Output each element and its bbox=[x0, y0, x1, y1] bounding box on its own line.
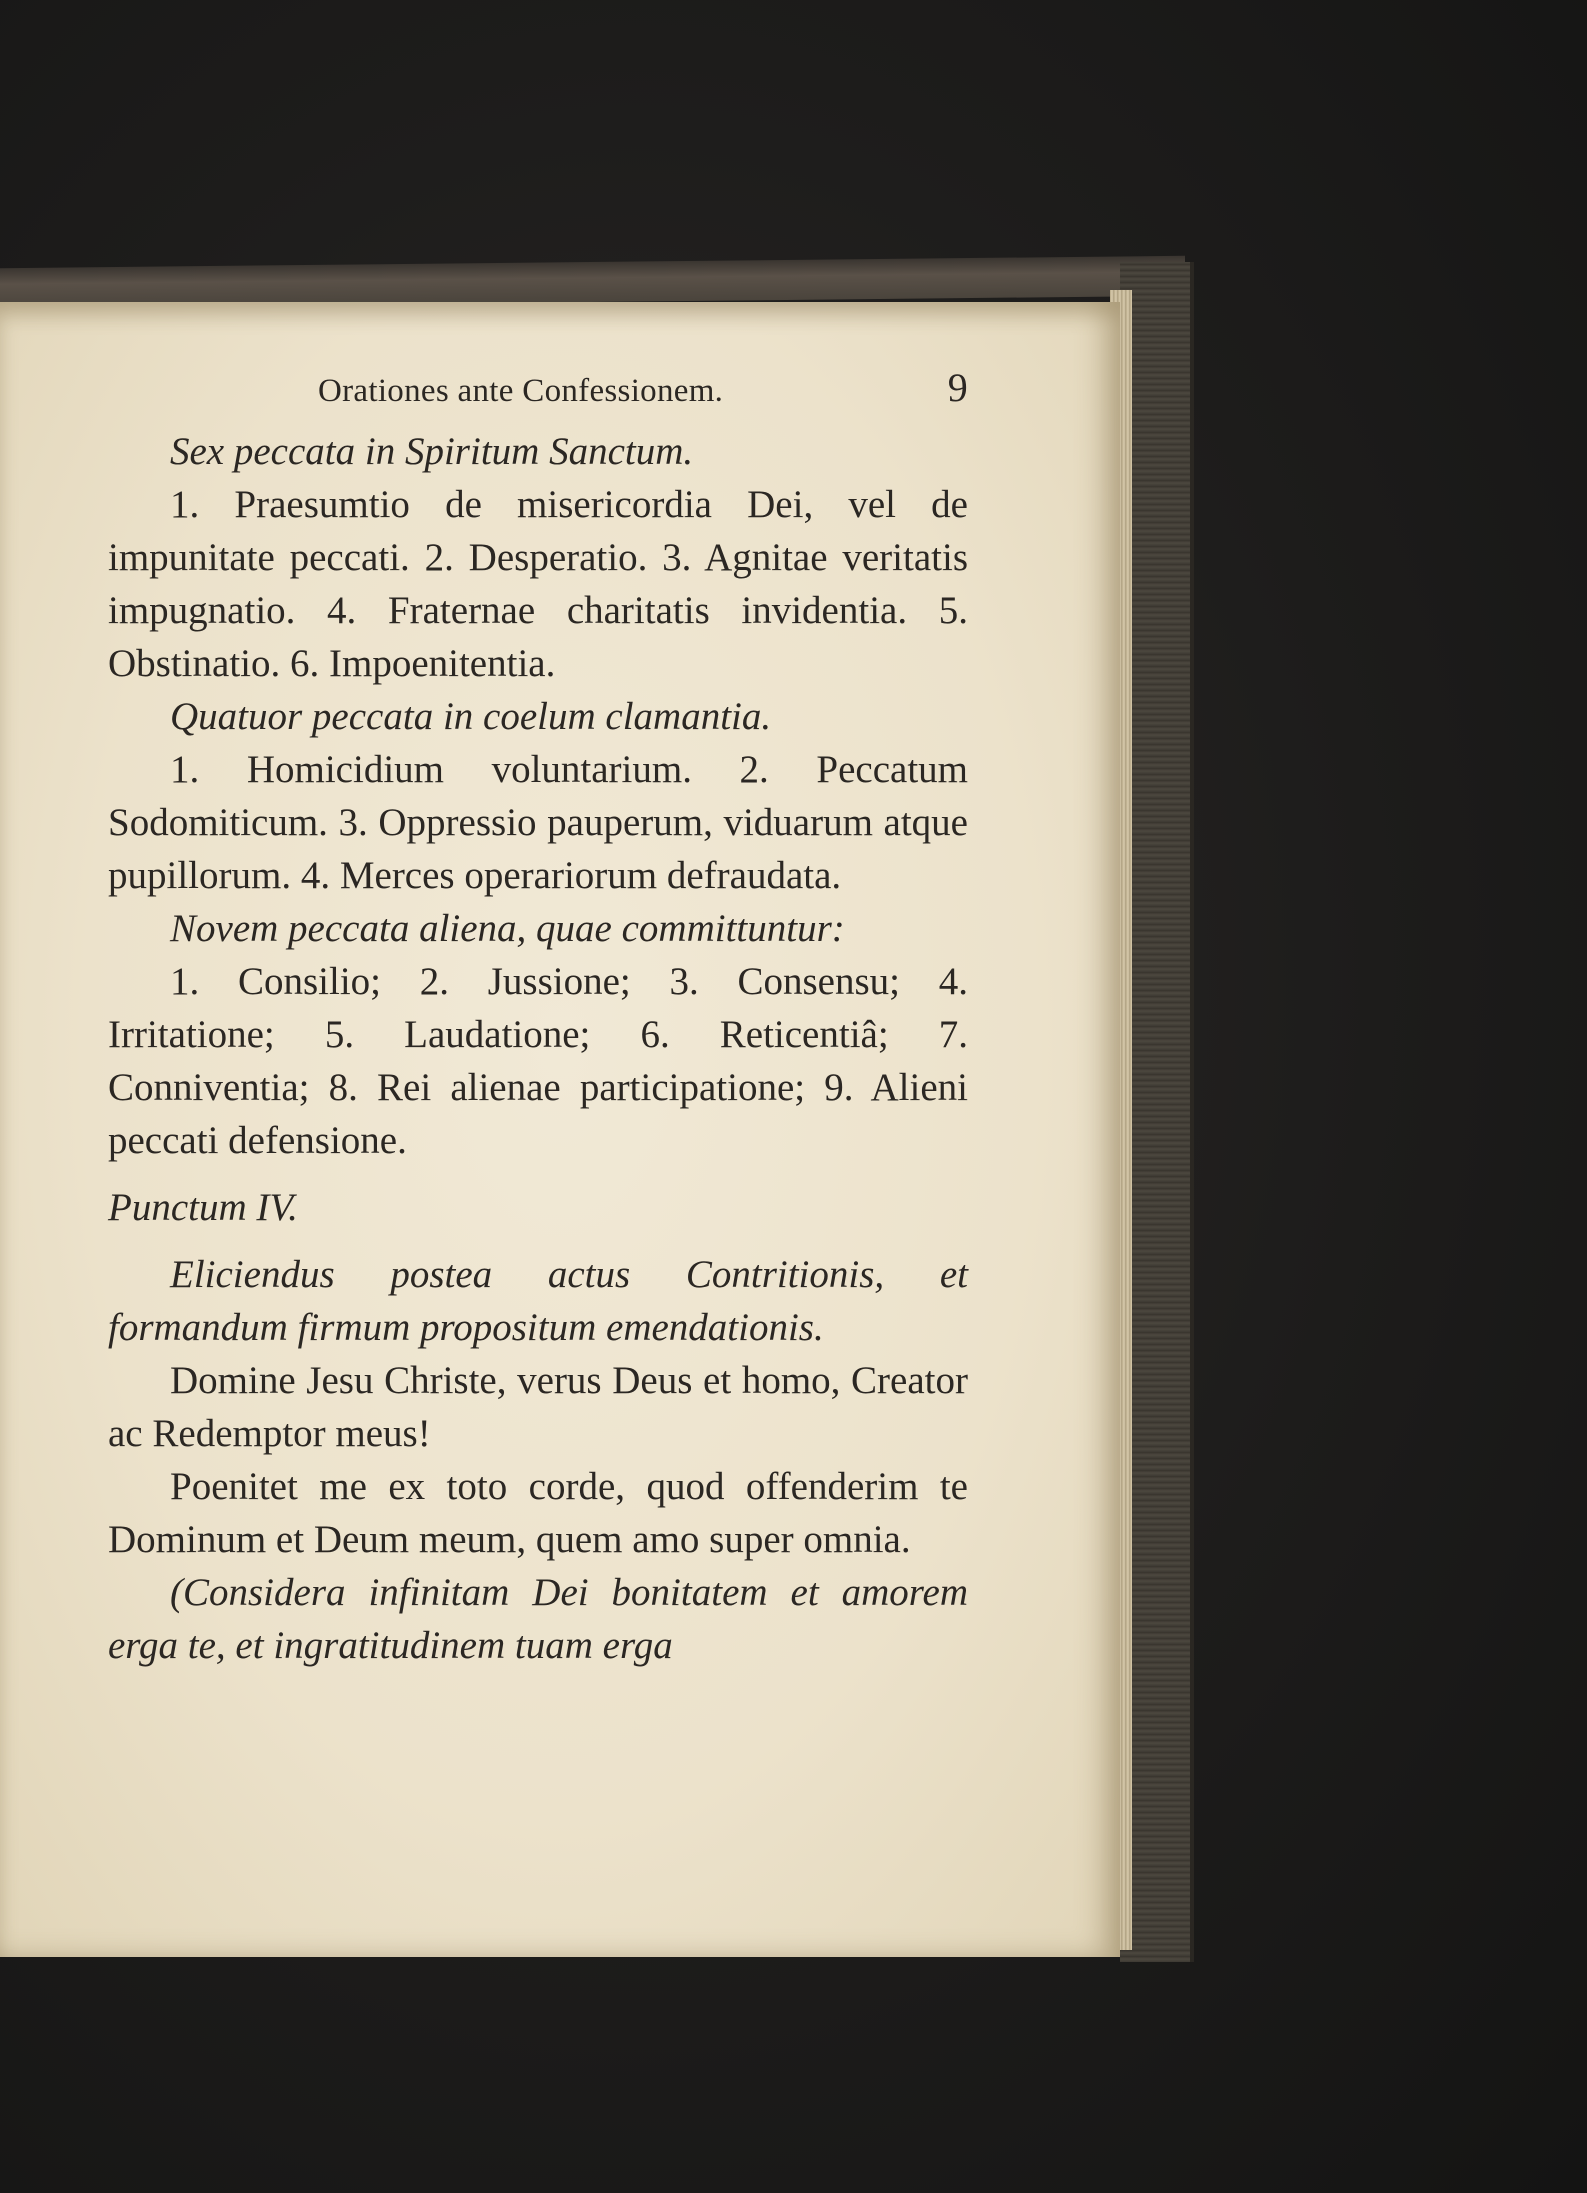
rubric-considera: (Considera infinitam Dei bonitatem et amorem erga te, et ingratitudinem tuam erga bbox=[108, 1571, 968, 1667]
prayer-domine: Domine Jesu Christe, verus Deus et homo, Creator ac Redemptor meus! bbox=[108, 1359, 968, 1455]
heading-sex-peccata: Sex peccata in Spiritum Sanctum. bbox=[170, 430, 694, 473]
running-head bbox=[108, 355, 968, 425]
list-quatuor-peccata: 1. Homicidium voluntarium. 2. Peccatum Sodomiticum. 3. Oppressio pauperum, viduarum atque pupillorum. 4. Merces operariorum defraudata. bbox=[108, 748, 968, 897]
heading-quatuor-peccata: Quatuor peccata in coelum clamantia. bbox=[170, 695, 772, 738]
rubric-eliciendus: Eliciendus postea actus Contritionis, et formandum firmum propositum emendationis. bbox=[108, 1253, 968, 1349]
list-novem-peccata: 1. Consilio; 2. Jussione; 3. Consensu; 4. Irritatione; 5. Laudatione; 6. Reticentiâ; 7. Conniventia; 8. Rei alienae participatione; 9. Alieni peccati defensione. bbox=[108, 960, 968, 1162]
running-head-title: Orationes ante Confessionem. bbox=[318, 373, 724, 409]
heading-novem-peccata: Novem peccata aliena, quae committuntur: bbox=[170, 907, 845, 950]
heading-punctum-iv: Punctum IV. bbox=[108, 1186, 298, 1229]
list-sex-peccata: 1. Praesumtio de misericordia Dei, vel de impunitate peccati. 2. Desperatio. 3. Agnitae veritatis impugnatio. 4. Fraternae charitatis invidentia. 5. Obstinatio. 6. Impoenitentia. bbox=[108, 483, 968, 685]
prayer-poenitet: Poenitet me ex toto corde, quod offenderim te Dominum et Deum meum, quem amo super omnia. bbox=[108, 1465, 968, 1561]
page-text bbox=[108, 355, 968, 1672]
page-number: 9 bbox=[947, 365, 968, 410]
